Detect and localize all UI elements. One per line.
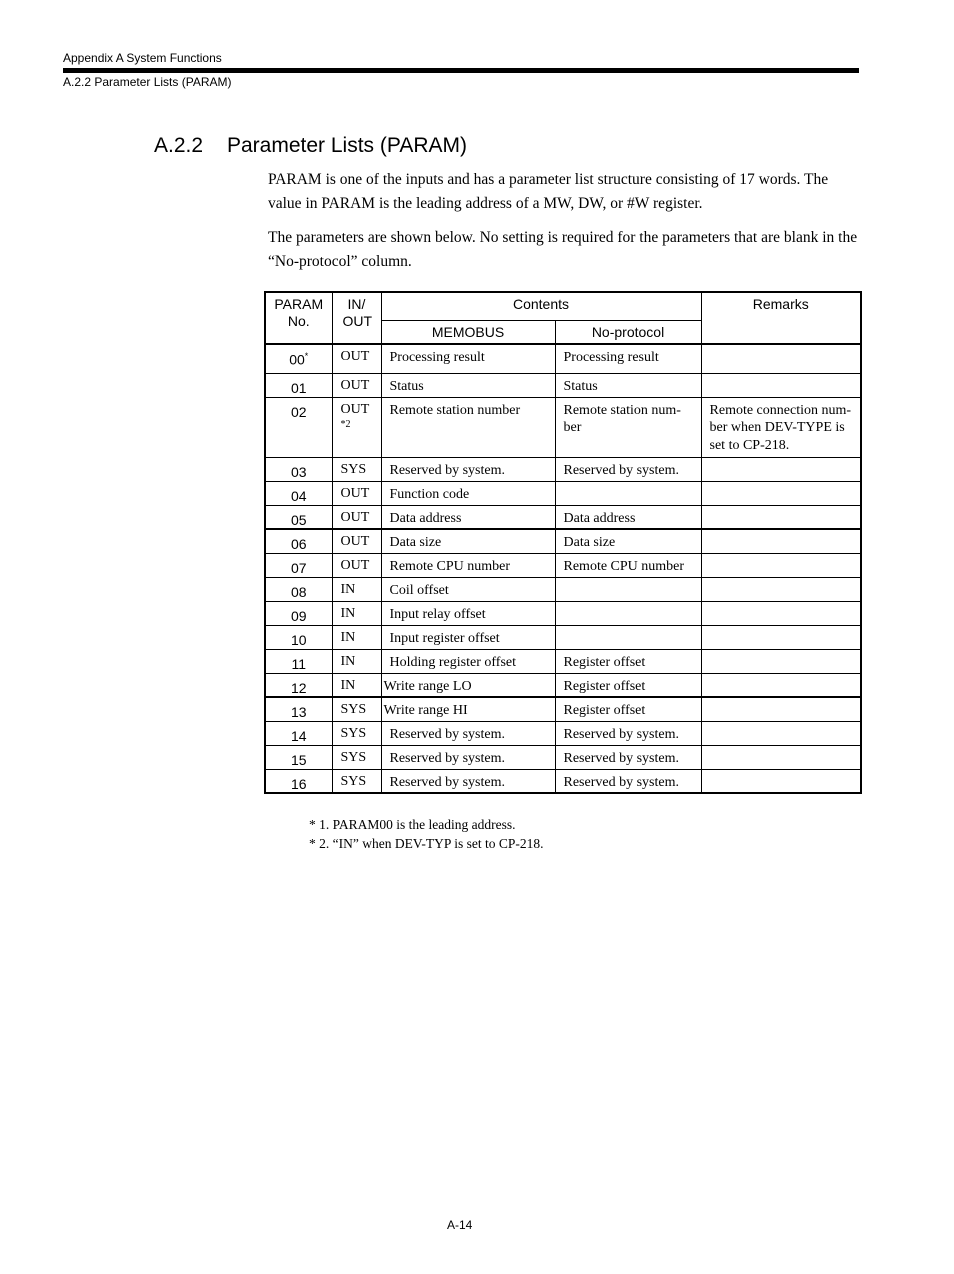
param-no-cell xyxy=(265,601,332,625)
param-no-cell xyxy=(265,344,332,373)
param-no: 10 xyxy=(290,631,307,648)
param-no-cell xyxy=(265,553,332,577)
in-out-cell xyxy=(332,505,381,529)
table-row xyxy=(265,601,861,625)
table-row xyxy=(265,373,861,397)
in-out-cell xyxy=(332,457,381,481)
in-out-value: OUT xyxy=(340,485,370,501)
no-protocol-cell: Data size xyxy=(555,529,701,553)
param-no: 03 xyxy=(290,463,307,480)
memobus-cell: Remote station number xyxy=(381,397,555,457)
in-out-cell xyxy=(332,673,381,697)
no-protocol-cell: Register offset xyxy=(555,673,701,697)
in-out-cell xyxy=(332,649,381,673)
param-no-cell xyxy=(265,481,332,505)
in-out-footnote-marker: *2 xyxy=(340,418,351,430)
running-header-section: Appendix A System Functions xyxy=(63,51,222,65)
remarks-cell xyxy=(701,344,861,373)
in-out-value: SYS xyxy=(340,749,367,765)
remarks-cell: Remote connection num-ber when DEV-TYPE is set to CP-218. xyxy=(701,397,861,457)
no-protocol-cell: Status xyxy=(555,373,701,397)
param-no-cell xyxy=(265,397,332,457)
table-row xyxy=(265,625,861,649)
in-out-cell xyxy=(332,553,381,577)
table-row xyxy=(265,721,861,745)
param-no: 15 xyxy=(290,751,307,768)
no-protocol-cell: Reserved by system. xyxy=(555,721,701,745)
in-out-value: SYS xyxy=(340,702,367,717)
remarks-cell xyxy=(701,769,861,793)
in-out-value: SYS xyxy=(340,725,367,741)
in-out-value: OUT xyxy=(340,401,370,417)
param-no-cell xyxy=(265,721,332,745)
header-in-out: IN/ OUT xyxy=(332,292,381,344)
in-out-cell xyxy=(332,373,381,397)
header-remarks: Remarks xyxy=(701,292,861,344)
footnote-1: * 1. PARAM00 is the leading address. xyxy=(309,817,516,832)
param-no: 14 xyxy=(290,727,307,744)
header-no-protocol: No-protocol xyxy=(555,321,701,345)
param-no: 11 xyxy=(291,655,307,672)
param-no-cell xyxy=(265,457,332,481)
memobus-cell: Write range HI xyxy=(381,697,555,721)
no-protocol-cell: Data address xyxy=(555,505,701,529)
param-no: 16 xyxy=(290,775,307,792)
remarks-cell xyxy=(701,505,861,529)
param-no-cell xyxy=(265,577,332,601)
param-no: 09 xyxy=(290,607,307,624)
no-protocol-cell: Remote station num-ber xyxy=(555,397,701,457)
in-out-cell xyxy=(332,529,381,553)
in-out-value: OUT xyxy=(340,509,370,525)
in-out-value: SYS xyxy=(340,461,367,477)
table-row xyxy=(265,673,861,697)
in-out-value: IN xyxy=(340,653,356,669)
table-row xyxy=(265,344,861,373)
param-no-cell xyxy=(265,697,332,721)
remarks-cell xyxy=(701,373,861,397)
param-no: 02 xyxy=(290,403,307,420)
in-out-cell xyxy=(332,344,381,373)
table-row xyxy=(265,553,861,577)
param-no-cell xyxy=(265,673,332,697)
remarks-cell xyxy=(701,577,861,601)
remarks-cell xyxy=(701,721,861,745)
in-out-cell xyxy=(332,625,381,649)
footnote-2: * 2. “IN” when DEV-TYP is set to CP-218. xyxy=(309,836,544,851)
param-no: 00 xyxy=(289,351,305,368)
memobus-cell: Input register offset xyxy=(381,625,555,649)
param-no-cell xyxy=(265,529,332,553)
in-out-cell xyxy=(332,745,381,769)
remarks-cell xyxy=(701,553,861,577)
remarks-cell xyxy=(701,673,861,697)
memobus-cell: Function code xyxy=(381,481,555,505)
no-protocol-cell: Processing result xyxy=(555,344,701,373)
remarks-cell xyxy=(701,529,861,553)
in-out-cell xyxy=(332,769,381,793)
in-out-value: IN xyxy=(340,605,356,621)
no-protocol-cell xyxy=(555,481,701,505)
remarks-cell xyxy=(701,457,861,481)
param-no: 01 xyxy=(290,379,307,396)
header-rule xyxy=(63,68,859,73)
param-no-cell xyxy=(265,373,332,397)
memobus-cell: Reserved by system. xyxy=(381,721,555,745)
no-protocol-cell xyxy=(555,625,701,649)
memobus-cell: Remote CPU number xyxy=(381,553,555,577)
remarks-cell xyxy=(701,745,861,769)
parameter-table xyxy=(264,291,862,794)
param-no-cell xyxy=(265,505,332,529)
no-protocol-cell: Register offset xyxy=(555,697,701,721)
param-no-cell xyxy=(265,649,332,673)
page-number: A-14 xyxy=(447,1218,473,1232)
table-row xyxy=(265,697,861,721)
memobus-cell: Processing result xyxy=(381,344,555,373)
in-out-value: IN xyxy=(340,677,356,693)
param-no: 04 xyxy=(290,487,307,504)
intro-paragraph-2: The parameters are shown below. No setting is required for the parameters that are blank in the “No-protocol” column. xyxy=(268,229,858,270)
memobus-cell: Reserved by system. xyxy=(381,457,555,481)
param-no: 08 xyxy=(290,583,307,600)
table-row xyxy=(265,457,861,481)
in-out-value: OUT xyxy=(340,349,370,364)
remarks-cell xyxy=(701,697,861,721)
section-title-text: Parameter Lists (PARAM) xyxy=(227,134,467,157)
param-no: 13 xyxy=(290,704,307,720)
memobus-cell: Data address xyxy=(381,505,555,529)
remarks-cell xyxy=(701,625,861,649)
memobus-cell: Holding register offset xyxy=(381,649,555,673)
memobus-cell: Reserved by system. xyxy=(381,769,555,793)
footnote-marker: * xyxy=(304,351,309,361)
in-out-cell xyxy=(332,697,381,721)
param-no-cell xyxy=(265,769,332,793)
param-no: 12 xyxy=(290,679,307,696)
remarks-cell xyxy=(701,481,861,505)
in-out-cell xyxy=(332,481,381,505)
table-row xyxy=(265,745,861,769)
memobus-cell: Reserved by system. xyxy=(381,745,555,769)
table-row xyxy=(265,481,861,505)
table-row xyxy=(265,769,861,793)
section-title xyxy=(154,134,467,158)
in-out-value: OUT xyxy=(340,377,370,393)
table-row xyxy=(265,505,861,529)
header-memobus: MEMOBUS xyxy=(381,321,555,345)
param-no: 06 xyxy=(290,536,307,552)
in-out-value: OUT xyxy=(340,534,370,549)
no-protocol-cell: Remote CPU number xyxy=(555,553,701,577)
in-out-value: IN xyxy=(340,581,356,597)
table-row xyxy=(265,529,861,553)
in-out-cell xyxy=(332,721,381,745)
remarks-cell xyxy=(701,601,861,625)
memobus-cell: Coil offset xyxy=(381,577,555,601)
no-protocol-cell: Reserved by system. xyxy=(555,769,701,793)
table-row xyxy=(265,577,861,601)
section-number: A.2.2 xyxy=(154,134,204,157)
memobus-cell: Input relay offset xyxy=(381,601,555,625)
memobus-cell: Status xyxy=(381,373,555,397)
memobus-cell: Write range LO xyxy=(381,673,555,697)
in-out-value: SYS xyxy=(340,773,367,789)
param-no-cell xyxy=(265,745,332,769)
in-out-cell xyxy=(332,601,381,625)
memobus-cell: Data size xyxy=(381,529,555,553)
header-contents: Contents xyxy=(381,292,701,321)
header-param-no: PARAM No. xyxy=(265,292,332,344)
table-row xyxy=(265,649,861,673)
param-no: 07 xyxy=(290,559,307,576)
param-no-cell xyxy=(265,625,332,649)
no-protocol-cell: Reserved by system. xyxy=(555,457,701,481)
intro-paragraph-1: PARAM is one of the inputs and has a parameter list structure consisting of 17 words. The value in PARAM is the leading address of a MW, DW, or #W register. xyxy=(268,171,829,212)
no-protocol-cell xyxy=(555,577,701,601)
running-header-subsection: A.2.2 Parameter Lists (PARAM) xyxy=(63,75,232,89)
in-out-value: OUT xyxy=(340,557,370,573)
param-no: 05 xyxy=(290,511,307,528)
no-protocol-cell: Register offset xyxy=(555,649,701,673)
in-out-cell xyxy=(332,397,381,457)
in-out-value: IN xyxy=(340,629,356,645)
no-protocol-cell xyxy=(555,601,701,625)
table-row xyxy=(265,397,861,457)
in-out-cell xyxy=(332,577,381,601)
no-protocol-cell: Reserved by system. xyxy=(555,745,701,769)
remarks-cell xyxy=(701,649,861,673)
